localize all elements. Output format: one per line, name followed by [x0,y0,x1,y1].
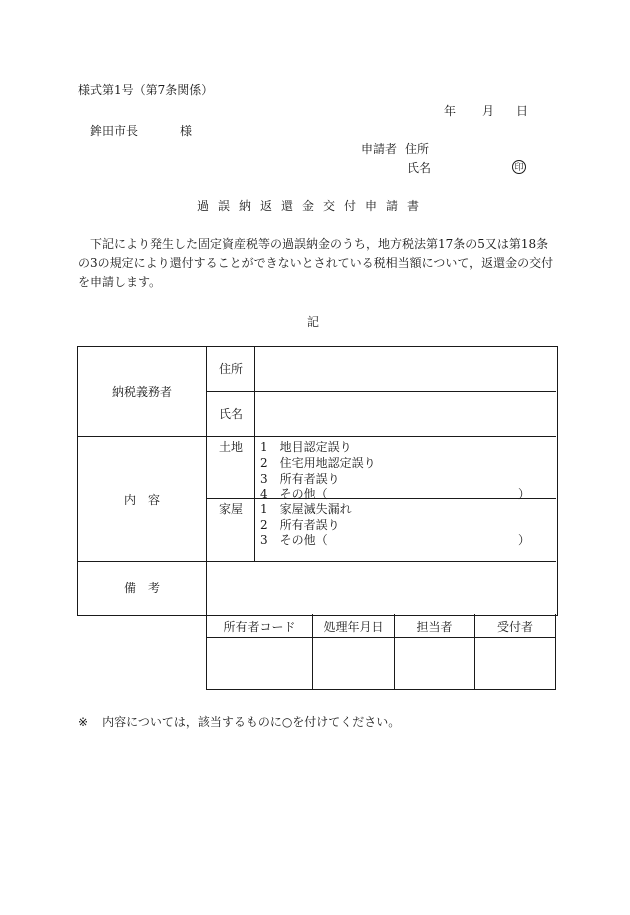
footnote [78,714,400,730]
form-number: 様式第1号（第7条関係） [78,83,214,97]
line-taxpayer-content [77,436,556,437]
footnote-text: 内容については，該当するものに○を付けてください。 [102,715,401,729]
office-header-receiver: 受付者 [496,620,533,634]
seal-icon: 印 [512,160,526,174]
office-bottom-border [206,689,556,690]
line-address-name [207,391,556,392]
ki-heading: 記 [307,315,320,329]
land-close-paren: ） [518,487,531,501]
addressee [90,123,192,139]
land-item: 3 所有者誤り [260,472,340,486]
office-header-owner-code: 所有者コード [223,620,296,634]
addressee-name: 鉾田市長 [90,124,139,138]
house-close-paren: ） [518,533,531,547]
house-item: 3 その他（ [260,533,328,547]
applicant-address-line [361,141,429,157]
date-day: 日 [516,104,529,118]
date-year: 年 [444,104,457,118]
office-right-border [555,614,556,690]
house-item: 2 所有者誤り [260,518,340,532]
date-month: 月 [482,104,495,118]
body-text: 下記により発生した固定資産税等の過誤納金のうち，地方税法第17条の5又は第18条の3の規定により還付することができないとされている税相当額について，返還金の交付を申請します。 [78,237,554,289]
office-header-process-date: 処理年月日 [323,620,384,634]
line-sublabel-col [254,346,255,561]
applicant-name-label: 氏名 [407,161,432,175]
house-label: 家屋 [219,502,244,516]
land-item: 2 住宅用地認定誤り [260,456,376,470]
taxpayer-label: 納税義務者 [112,385,173,399]
applicant-address-label: 住所 [405,142,430,156]
footnote-mark: ※ [78,715,89,729]
land-item: 1 地目認定誤り [260,440,352,454]
content-label: 内 容 [124,493,161,507]
taxpayer-name-label: 氏名 [219,407,244,421]
applicant-label: 申請者 [361,142,398,156]
document-title: 過誤納返還金交付申請書 [197,199,429,213]
office-header-line [206,637,556,638]
taxpayer-address-label: 住所 [219,362,244,376]
line-content-remarks [77,561,556,562]
land-item: 4 その他（ [260,487,328,501]
line-label-col [206,346,207,614]
remarks-label: 備 考 [124,581,161,595]
office-header-staff: 担当者 [416,620,453,634]
addressee-suffix: 様 [180,124,193,138]
land-label: 土地 [219,440,244,454]
house-item: 1 家屋滅失漏れ [260,502,352,516]
